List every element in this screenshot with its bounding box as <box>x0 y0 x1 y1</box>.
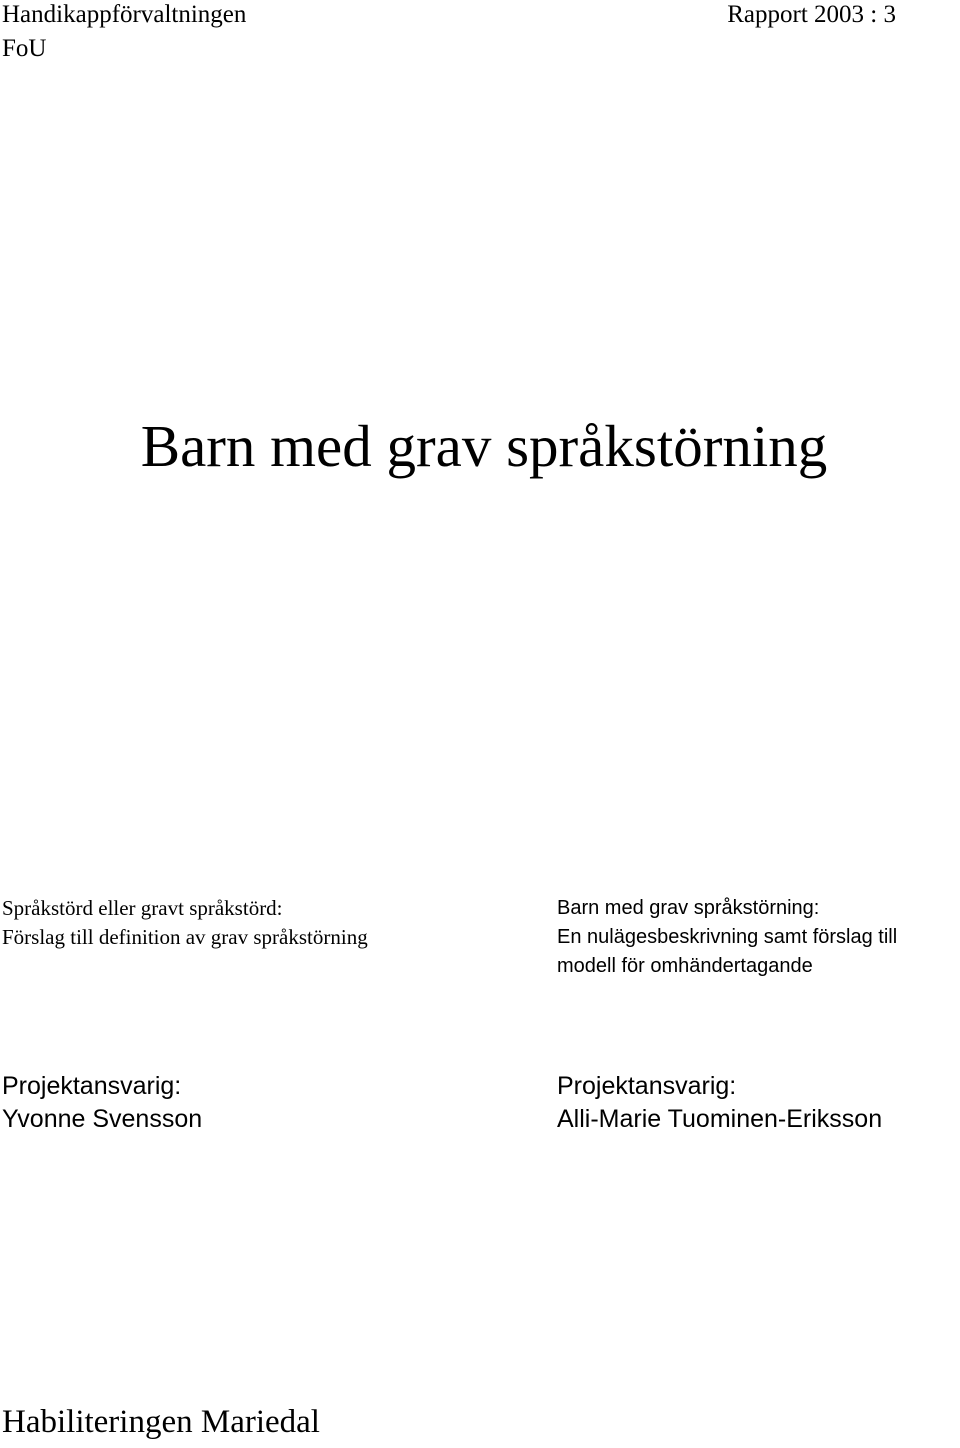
project-lead-right-label: Projektansvarig: <box>557 1072 737 1100</box>
subreport-right-subtitle-1: En nulägesbeskrivning samt förslag till <box>557 926 898 948</box>
subreport-right <box>557 894 897 981</box>
department-name: FoU <box>2 35 47 62</box>
report-number: Rapport 2003 : 3 <box>727 1 896 28</box>
project-lead-right <box>557 1070 882 1136</box>
project-lead-left-label: Projektansvarig: <box>2 1072 182 1100</box>
subreport-left-title: Språkstörd eller gravt språkstörd: <box>2 896 283 920</box>
project-lead-left-name: Yvonne Svensson <box>2 1105 203 1133</box>
subreport-right-title: Barn med grav språkstörning: <box>557 897 820 919</box>
project-lead-left <box>2 1070 202 1136</box>
footer-unit-name: Habiliteringen Mariedal <box>2 1404 320 1440</box>
subreport-left <box>2 894 368 952</box>
subreport-left-subtitle: Förslag till definition av grav språkstörning <box>2 925 368 949</box>
subreport-right-subtitle-2: modell för omhändertagande <box>557 955 813 977</box>
organization-name: Handikappförvaltningen <box>2 1 247 28</box>
document-title: Barn med grav språkstörning <box>140 413 828 479</box>
project-lead-right-name: Alli-Marie Tuominen-Eriksson <box>557 1105 883 1133</box>
